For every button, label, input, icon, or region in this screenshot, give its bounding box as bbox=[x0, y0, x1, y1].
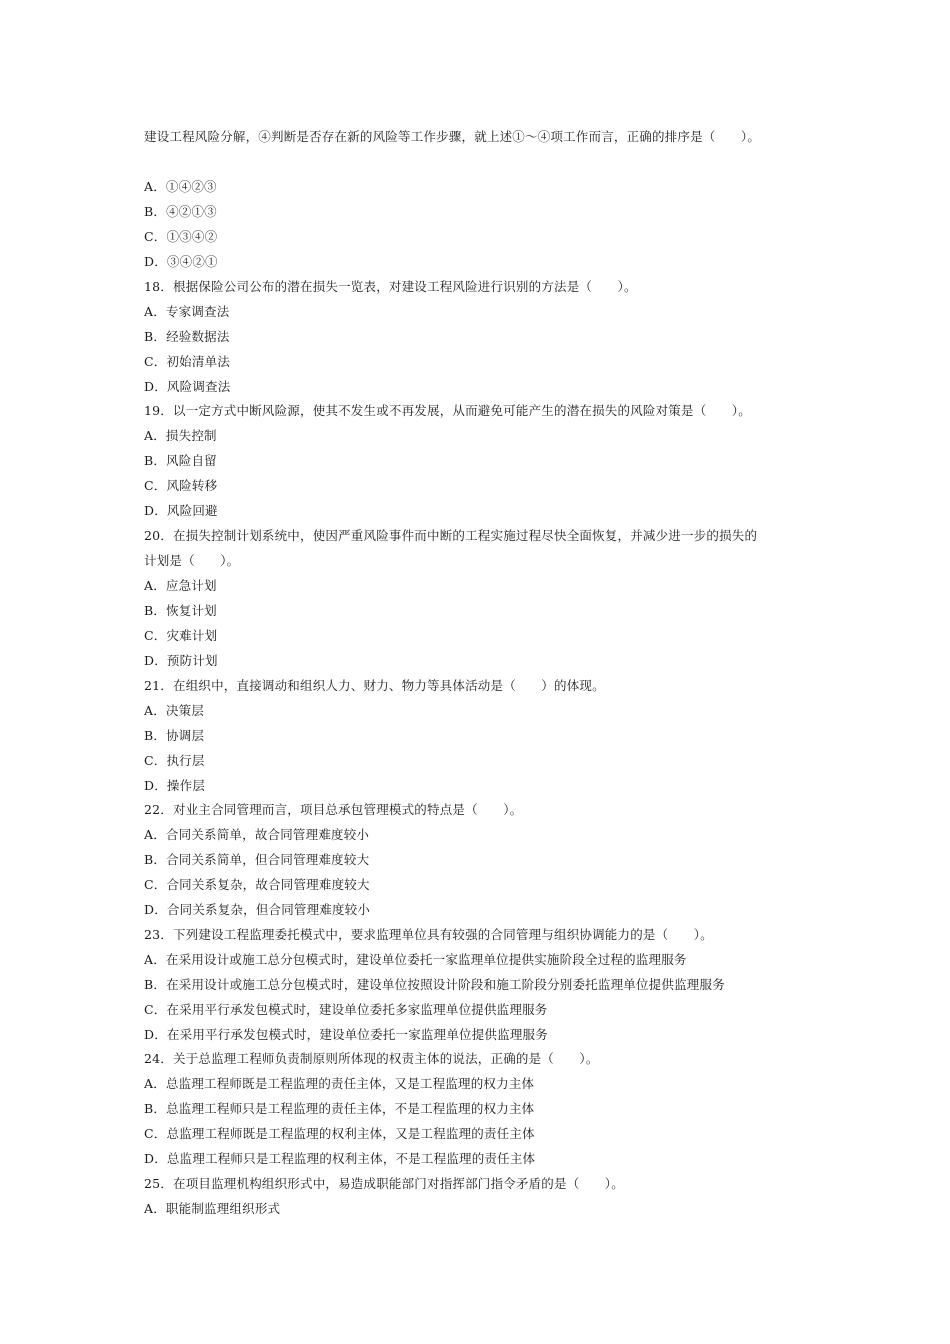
question-21-option-c: C．执行层 bbox=[144, 753, 205, 768]
question-25-option-a: A．职能制监理组织形式 bbox=[144, 1201, 281, 1216]
question-17-option-c: C．①③④② bbox=[144, 229, 218, 244]
question-20-option-c: C．灾难计划 bbox=[144, 628, 218, 643]
question-22-option-a: A．合同关系简单，故合同管理难度较小 bbox=[144, 827, 370, 842]
question-22-option-c: C．合同关系复杂，故合同管理难度较大 bbox=[144, 877, 370, 892]
question-18-option-a: A．专家调查法 bbox=[144, 304, 230, 319]
question-18-option-d: D．风险调查法 bbox=[144, 379, 231, 394]
question-20-stem: 20．在损失控制计划系统中，使因严重风险事件而中断的工程实施过程尽快全面恢复，并减少进一步的损失的 bbox=[144, 528, 758, 543]
question-24-option-a: A．总监理工程师既是工程监理的责任主体，又是工程监理的权力主体 bbox=[144, 1076, 535, 1091]
question-17-option-a: A．①④②③ bbox=[144, 179, 217, 194]
question-18-option-c: C．初始清单法 bbox=[144, 354, 230, 369]
question-23-option-a: A．在采用设计或施工总分包模式时，建设单位委托一家监理单位提供实施阶段全过程的监理服务 bbox=[144, 952, 687, 967]
question-19-option-d: D．风险回避 bbox=[144, 503, 218, 518]
question-20-option-d: D．预防计划 bbox=[144, 653, 218, 668]
question-23-option-c: C．在采用平行承发包模式时，建设单位委托多家监理单位提供监理服务 bbox=[144, 1002, 548, 1017]
question-18-option-b: B．经验数据法 bbox=[144, 329, 230, 344]
question-24-option-b: B．总监理工程师只是工程监理的责任主体，不是工程监理的权力主体 bbox=[144, 1101, 535, 1116]
question-24-option-d: D．总监理工程师只是工程监理的权利主体，不是工程监理的责任主体 bbox=[144, 1151, 536, 1166]
question-19-stem: 19．以一定方式中断风险源，使其不发生或不再发展，从而避免可能产生的潜在损失的风险对策是（ ）。 bbox=[144, 403, 751, 418]
question-22-stem: 22．对业主合同管理而言，项目总承包管理模式的特点是（ ）。 bbox=[144, 802, 523, 817]
question-23-option-b: B．在采用设计或施工总分包模式时，建设单位按照设计阶段和施工阶段分别委托监理单位提供监理服务 bbox=[144, 977, 725, 992]
question-23-stem: 23．下列建设工程监理委托模式中，要求监理单位具有较强的合同管理与组织协调能力的是（ ）。 bbox=[144, 927, 713, 942]
question-25-stem: 25．在项目监理机构组织形式中，易造成职能部门对指挥部门指令矛盾的是（ ）。 bbox=[144, 1176, 624, 1191]
question-24-stem: 24．关于总监理工程师负责制原则所体现的权责主体的说法，正确的是（ ）。 bbox=[144, 1051, 599, 1066]
question-22-option-d: D．合同关系复杂，但合同管理难度较小 bbox=[144, 902, 371, 917]
question-21-option-b: B．协调层 bbox=[144, 728, 205, 743]
question-20-option-a: A．应急计划 bbox=[144, 578, 217, 593]
question-19-option-b: B．风险自留 bbox=[144, 453, 217, 468]
question-21-option-d: D．操作层 bbox=[144, 778, 206, 793]
question-21-option-a: A．决策层 bbox=[144, 703, 205, 718]
question-17-option-d: D．③④②① bbox=[144, 254, 218, 269]
question-17-option-b: B．④②①③ bbox=[144, 204, 217, 219]
question-17-stem-continuation: 建设工程风险分解，④判断是否存在新的风险等工作步骤，就上述①～④项工作而言，正确的排序是（ ）。 bbox=[144, 129, 761, 144]
question-21-stem: 21．在组织中，直接调动和组织人力、财力、物力等具体活动是（ ）的体现。 bbox=[144, 678, 605, 693]
question-20-option-b: B．恢复计划 bbox=[144, 603, 217, 618]
question-24-option-c: C．总监理工程师既是工程监理的权利主体，又是工程监理的责任主体 bbox=[144, 1126, 535, 1141]
question-18-stem: 18．根据保险公司公布的潜在损失一览表，对建设工程风险进行识别的方法是（ ）。 bbox=[144, 279, 637, 294]
question-23-option-d: D．在采用平行承发包模式时，建设单位委托一家监理单位提供监理服务 bbox=[144, 1027, 548, 1042]
question-22-option-b: B．合同关系简单，但合同管理难度较大 bbox=[144, 852, 370, 867]
question-20-stem-continuation: 计划是（ ）。 bbox=[144, 553, 240, 568]
question-19-option-a: A．损失控制 bbox=[144, 428, 217, 443]
question-19-option-c: C．风险转移 bbox=[144, 478, 218, 493]
